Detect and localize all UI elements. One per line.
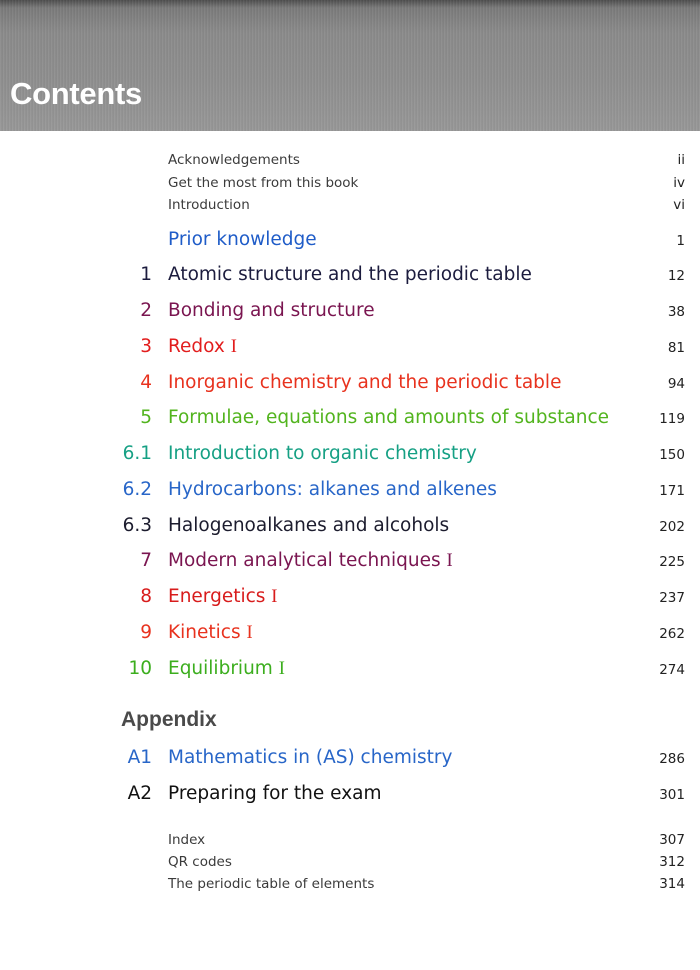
chapter-page: 94 [667,376,685,392]
chapter-number: 6.1 [122,443,152,464]
chapter-number: 9 [140,622,152,643]
appendix-page: 286 [659,751,685,767]
chapter-title: Introduction to organic chemistry [168,443,477,464]
chapter-title: Redox I [168,336,237,357]
chapter-title: Energetics I [168,586,278,607]
chapter-number: 6.2 [122,479,152,500]
toc-entry-page: 307 [659,832,685,848]
toc-entry-page: ii [677,152,685,168]
appendix-title: Mathematics in (AS) chemistry [168,747,453,768]
chapter-page: 150 [659,447,685,463]
toc-entry-page: 312 [659,854,685,870]
chapter-number: 3 [140,336,152,357]
chapter-title: Equilibrium I [168,658,285,679]
chapter-page: 262 [659,626,685,642]
chapter-page: 274 [659,662,685,678]
chapter-title: Halogenoalkanes and alcohols [168,515,450,536]
toc-entry-page: 314 [659,876,685,892]
chapter-number: 8 [140,586,152,607]
chapter-title: Bonding and structure [168,300,375,321]
chapter-page: 12 [667,268,685,284]
chapter-page: 119 [659,411,685,427]
chapter-number: 2 [140,300,152,321]
contents-header [0,0,700,131]
chapter-number: 10 [128,658,152,679]
chapter-page: 237 [659,590,685,606]
chapter-title: Prior knowledge [168,229,317,250]
chapter-title: Kinetics I [168,622,253,643]
toc-entry-page: vi [673,197,685,213]
chapter-title: Hydrocarbons: alkanes and alkenes [168,479,497,500]
chapter-title: Inorganic chemistry and the periodic table [168,372,562,393]
toc-entry-page: iv [673,175,685,191]
appendix-number: A2 [127,783,152,804]
toc-entry-title: Get the most from this book [168,175,359,191]
chapter-page: 225 [659,554,685,570]
chapter-number: 6.3 [122,515,152,536]
appendix-title: Preparing for the exam [168,783,382,804]
toc-entry-title: Acknowledgements [168,152,300,168]
toc-entry-title: The periodic table of elements [168,876,375,892]
chapter-title: Modern analytical techniques I [168,550,453,571]
chapter-number: 7 [140,550,152,571]
page-title: Contents [10,76,142,111]
chapter-title: Formulae, equations and amounts of substance [168,407,610,428]
toc-entry-title: Introduction [168,197,250,213]
chapter-page: 38 [667,304,685,320]
toc-entry-title: QR codes [168,854,232,870]
toc-entry-title: Index [168,832,206,848]
chapter-page: 81 [667,340,685,356]
chapter-page: 202 [659,519,685,535]
appendix-number: A1 [127,747,152,768]
chapter-page: 1 [676,233,685,249]
chapter-number: 1 [140,264,152,285]
chapter-number: 4 [140,372,152,393]
appendix-page: 301 [659,787,685,803]
appendix-heading: Appendix [121,708,217,731]
chapter-page: 171 [659,483,685,499]
chapter-number: 5 [140,407,152,428]
chapter-title: Atomic structure and the periodic table [168,264,532,285]
